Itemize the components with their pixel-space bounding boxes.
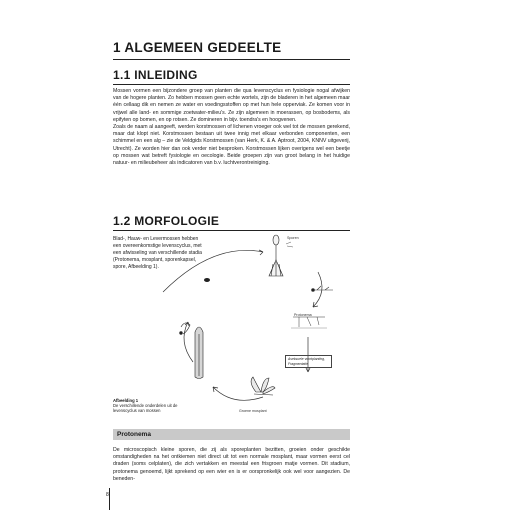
label-protonema: Protonema bbox=[294, 313, 312, 317]
label-sporen: Sporen bbox=[287, 236, 299, 240]
figure-caption-text: De verschillende onderdelen uit de levenscyclus van mossen bbox=[113, 403, 178, 414]
green-moss-plant-drawing bbox=[251, 377, 275, 395]
cycle-arrow-top bbox=[163, 250, 263, 292]
label-groene-mosplant: Groene mosplant bbox=[239, 409, 267, 413]
sporophyte-drawing bbox=[269, 235, 283, 276]
intro-text bbox=[113, 88, 350, 167]
chapter-rule bbox=[113, 59, 350, 60]
chapter-title: 1 ALGEMEEN GEDEELTE bbox=[113, 40, 282, 55]
protonema-text: De microscopisch kleine sporen, die zij als sporeplanten bezitten, groeien onder geschikte omstandigheden na het ontkiemen niet direct uit tot een normale mosplant, maar vormen eerst cel draden (soms celplaten), die zich vertakken en meestal een frisgroen matje vormen. Dit stadium, protonema genoemd, lijkt sprekend op een wier en is er oorspronkelijk ook wel voor aangezien. De beneden- bbox=[113, 447, 350, 482]
margin-line bbox=[109, 488, 110, 510]
section-inleiding-title: 1.1 INLEIDING bbox=[113, 68, 198, 82]
intro-paragraph-2: Zoals de naam al aangeeft, werden korstmossen of lichenen vroeger ook wel tot de mossen gerekend, maar dat klopt niet. Korstmossen bestaan uit twee innig met elkaar verbonden componenten, een schimmel en een alg – zie de Veldgids Korstmossen (van Herk, K. & A. Aptroot, 2004, KNNV uitgeverij, Utrecht). Ze worden hier dan ook verder niet besproken. Korstmossen lijken overigens wel een beetje op mossen wat betreft fysiologie en oecologie. Beide groepen zijn van groot belang in het huidige natuur- en milieubeheer als indicatoren van b.v. luchtverontreiniging. bbox=[113, 124, 350, 167]
morfologie-intro-text: Blad-, Hauw- en Levermossen hebben een overeenkomstige levenscyclus, met een afwisseling van verschillende stadia (Protonema, mosplant, sporenkapsel, spore, Afbeelding 1). bbox=[113, 236, 202, 270]
life-cycle-illustration bbox=[113, 232, 353, 422]
figure-caption bbox=[113, 398, 193, 414]
section-morfologie-title: 1.2 MORFOLOGIE bbox=[113, 214, 220, 228]
intro-paragraph-1: Mossen vormen een bijzondere groep van planten die qua levenscyclus en fysiologie nogal afwijken van de hogere planten. Zo hebben mossen geen echte wortels, zijn de bladeren in het algemeen maar één cellaag dik en nemen ze water en voedingsstoffen op met hun hele opperviak. Ze komen voor in vrijwel alle land- en sommige zoetwater-milieu's. Ze zijn algemeen in moerassen, op bosbodems, als epifyten op bomen, en op rotsen. Ze domineren in bijv. toendra's en hoogvenen. bbox=[113, 88, 350, 123]
page-number: 8 bbox=[106, 492, 109, 498]
leafy-moss-shoots-drawing bbox=[180, 323, 203, 379]
section-inleiding-rule bbox=[113, 84, 350, 85]
figure-caption-title: Afbeelding 1 bbox=[113, 398, 139, 403]
label-asexual-reproduction: Aseksuele voortplanting, Fragmentatie bbox=[285, 355, 332, 368]
protonema-section-header: Protonema bbox=[113, 429, 350, 440]
protonema-drawing bbox=[291, 317, 327, 328]
section-morfologie-rule bbox=[113, 230, 350, 231]
spore-drawing bbox=[204, 278, 210, 282]
